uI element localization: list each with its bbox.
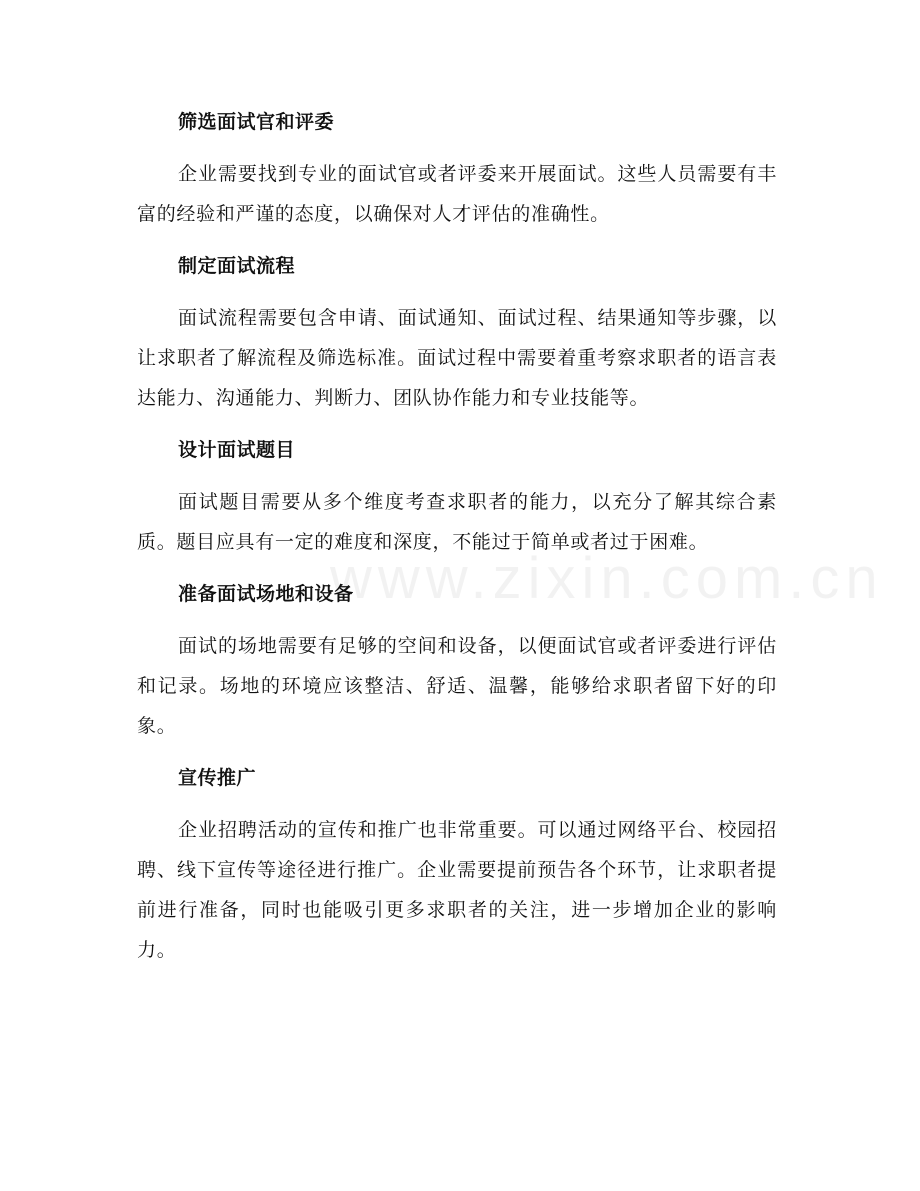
section-heading-1: 筛选面试官和评委 [178, 111, 335, 133]
section-paragraph-4: 面试的场地需要有足够的空间和设备，以便面试官或者评委进行评估和记录。场地的环境应该整洁、舒适、温馨，能够给求职者留下好的印象。 [137, 635, 777, 737]
section-heading-4: 准备面试场地和设备 [178, 583, 354, 605]
section-paragraph-1: 企业需要找到专业的面试官或者评委来开展面试。这些人员需要有丰富的经验和严谨的态度，以确保对人才评估的准确性。 [137, 163, 777, 225]
section-paragraph-3: 面试题目需要从多个维度考查求职者的能力，以充分了解其综合素质。题目应具有一定的难度和深度，不能过于简单或者过于困难。 [137, 491, 777, 553]
document-body [137, 110, 777, 990]
section-heading-3: 设计面试题目 [178, 439, 296, 461]
section-paragraph-5: 企业招聘活动的宣传和推广也非常重要。可以通过网络平台、校园招聘、线下宣传等途径进行推广。企业需要提前预告各个环节，让求职者提前进行准备，同时也能吸引更多求职者的关注，进一步增加企业的影响力。 [137, 819, 777, 961]
section-heading-5: 宣传推广 [178, 767, 257, 789]
section-heading-2: 制定面试流程 [178, 255, 296, 277]
watermark: www.zixin.com.cn [330, 546, 884, 611]
section-paragraph-2: 面试流程需要包含申请、面试通知、面试过程、结果通知等步骤，以让求职者了解流程及筛选标准。面试过程中需要着重考察求职者的语言表达能力、沟通能力、判断力、团队协作能力和专业技能等。 [137, 307, 777, 409]
